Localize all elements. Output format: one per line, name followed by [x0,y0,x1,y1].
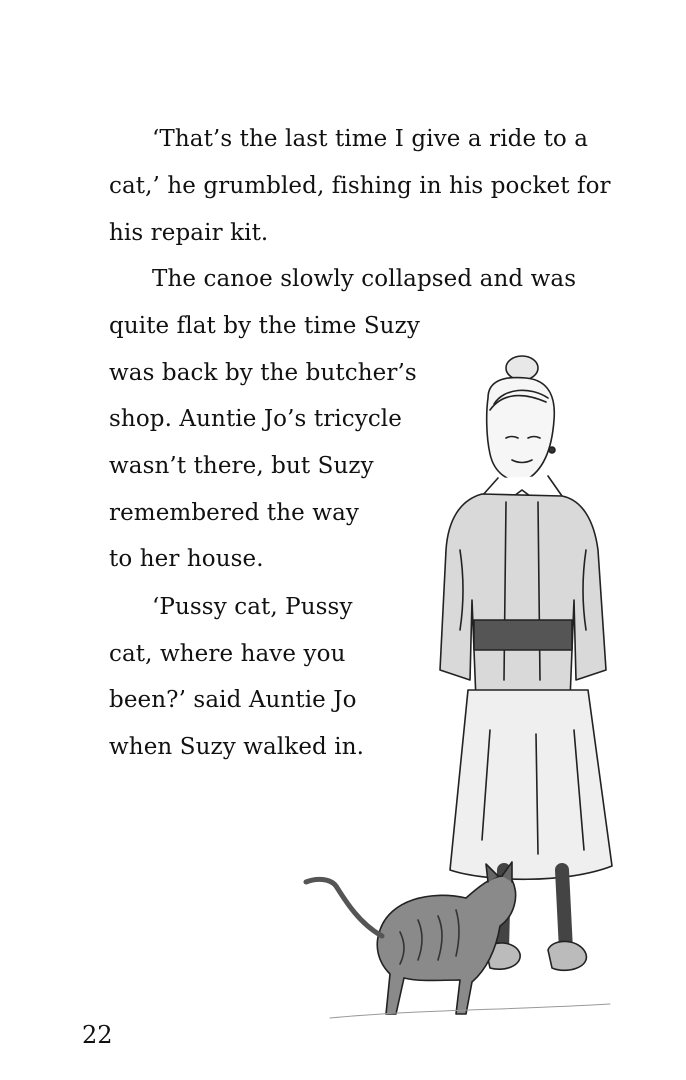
page-number: 22 [82,1021,113,1049]
text-line: to her house. [109,546,264,572]
text-line: cat,’ he grumbled, fishing in his pocket for [109,173,611,199]
text-line: shop. Auntie Jo’s tricycle [109,406,402,432]
text-line: wasn’t there, but Suzy [109,453,374,479]
text-line: remembered the way [109,500,359,526]
text-line: his repair kit. [109,220,269,246]
text-line: cat, where have you [109,641,346,667]
text-line: ‘That’s the last time I give a ride to a [152,126,589,152]
text-line: quite flat by the time Suzy [109,313,420,339]
text-line: The canoe slowly collapsed and was [152,266,577,292]
text-line: been?’ said Auntie Jo [109,687,357,713]
text-line: ‘Pussy cat, Pussy [152,594,353,620]
illustration-woman-and-cat [290,350,620,1030]
text-line: when Suzy walked in. [109,734,365,760]
text-line: was back by the butcher’s [109,360,417,386]
